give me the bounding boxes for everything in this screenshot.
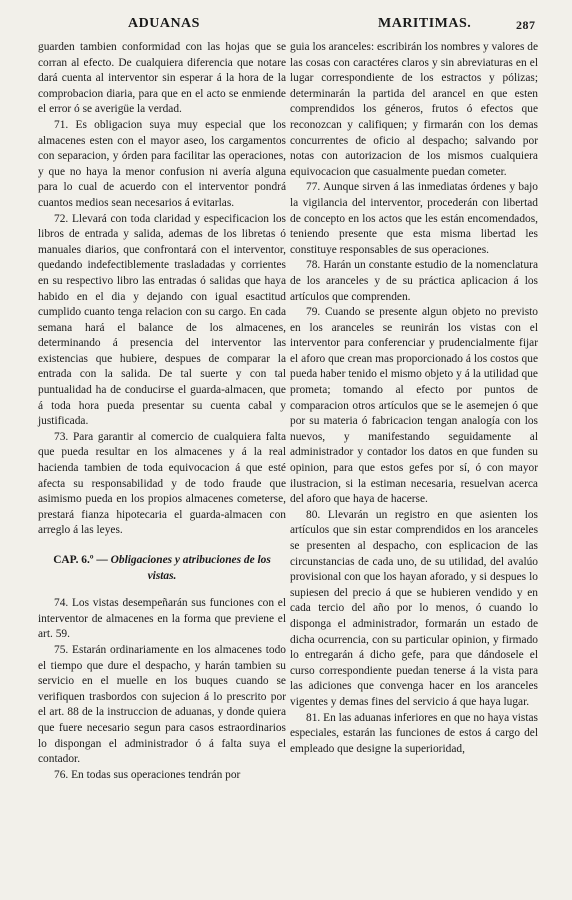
running-header	[0, 6, 572, 40]
article-73: 73. Para garantir al comercio de cualquiera falta que pueda resultar en los almacenes y á la real hacienda tambien de toda equivocacion á que esté afecta su responsabilidad y de todo fraude que asimismo pueda en los propios almacenes cometerse, prestará fianza hipotecaria el guarda-almacen con arreglo á las leyes.	[38, 430, 286, 537]
article-75: 75. Estarán ordinariamente en los almacenes todo el tiempo que dure el despacho, y harán tambien su servicio en el muelle en los buques cuando se verifiquen trasbordos con sujecion á lo prescrito por el art. 88 de la instruccion de aduanas, y donde quiera que fuere necesario segun para casos estraordinarios lo dispongan el administrador ó á falta suya el contador.	[38, 643, 286, 766]
left-column	[38, 40, 286, 783]
page-number: 287	[516, 18, 536, 32]
paragraph-continuation: guarden tambien conformidad con las hojas que se corran al efecto. De cualquiera diferencia que notare dará cuenta al interventor sin esperar á la hora de la comprobacion diaria, para que en el acto se enmiende el error ó se averigüe la verdad.	[38, 41, 286, 116]
article-72: 72. Llevará con toda claridad y especificacion los libros de entrada y salida, ademas de los libretas ó manuales diarios, que confrontará con el interventor, quedando indefectiblemente trasladadas y corrientes en su respectivo libro las entradas ó salidas que haya habido en el dia y dejando con igual esactitud cumplido cuanto tenga relacion con su cargo. En cada semana hará el balance de los almacenes, determinando á presencia del interventor las existencias que hubiere, despues de comparar la entrada con la salida. De tal suerte y con tal puntualidad ha de conducirse el guarda-almacen, que á toda hora pueda presentar su cuenta cabal y justificada.	[38, 212, 286, 428]
article-80: 80. Llevarán un registro en que asienten los artículos que sin estar comprendidos en los aranceles se presenten al despacho, con esplicacion de las circunstancias de cada uno, de su utilidad, del avalúo provisional con que los hayan aforado, y si despues lo supiesen del precio á que se hubieren vendido y en cada tercio del año por lo menos, ó cuando lo disponga el administrador, formarán un estado de dicha ocurrencia, con su particular opinion, y firmado lo entregarán á dicho gefe, para que dándosele el curso correspondiente puedan tenerse á la vista para las adiciones que convenga hacer en los aranceles vigentes y demas fines del servicio á que haya lugar.	[290, 508, 538, 708]
article-71: 71. Es obligacion suya muy especial que los almacenes esten con el mayor aseo, los cargamentos con separacion, y órden para facilitar las operaciones, y que no haya la menor confusion ni avería alguna para lo cual de acuerdo con el interventor pondrá cuantos medios sean necesarios á evitarlas.	[38, 118, 286, 209]
article-76-start: 76. En todas sus operaciones tendrán por	[54, 768, 241, 781]
article-78: 78. Harán un constante estudio de la nomenclatura de los aranceles y de su práctica aplicacion á los artículos que comprenden.	[290, 259, 538, 303]
chapter-title: Obligaciones y atribuciones de los vistas.	[110, 554, 271, 582]
article-81: 81. En las aduanas inferiores en que no haya vistas especiales, estarán las funciones de estos á cargo del empleado que designe la superioridad,	[290, 711, 538, 755]
chapter-heading	[38, 553, 286, 584]
article-74: 74. Los vistas desempeñarán sus funciones con el interventor de almacenes en la forma que previene el art. 59.	[38, 597, 286, 641]
article-77: 77. Aunque sirven á las inmediatas órdenes y bajo la vigilancia del interventor, procederán con libertad de concepto en los actos que les están encomendados, teniendo presente que esta misma libertad les constituye responsables de sus operaciones.	[290, 181, 538, 256]
header-left-title: ADUANAS	[128, 16, 200, 31]
right-column	[290, 40, 538, 757]
header-right-title: MARITIMAS.	[378, 16, 472, 31]
chapter-label: CAP. 6.º —	[53, 554, 108, 566]
article-76-continuation: guia los aranceles: escribirán los nombres y valores de las cosas con caractéres claros y sin abreviaturas en el lugar correspondiente de los estractos y pólizas; determinarán la partida del arancel en que esten comprendidos los géneros, frutos ó efectos que reconozcan y califiquen; y firmarán con los demas concurrentes de oficio al despacho; salvando por notas con autorizacion de los mismos cualquiera equivocacion que casualmente puedan cometer.	[290, 41, 538, 178]
article-79: 79. Cuando se presente algun objeto no previsto en los aranceles se reunirán los vistas con el interventor para conferenciar y prudencialmente fijar el aforo que crean mas proporcionado á los costos que pueda haber tenido el mismo objeto y á la utilidad que prometa; tomando al efecto por puntos de comparacion otros artículos que se le asemejen ó que por su materia ó fabricacion tengan analogía con los nuevos, y manifestando seguidamente al administrador y contador los datos en que funden su opinion, para que estos gefes por sí, ó con mayor ilustracion, si la estiman necesaria, resuelvan acerca del aforo que haya de hacerse.	[290, 306, 538, 506]
